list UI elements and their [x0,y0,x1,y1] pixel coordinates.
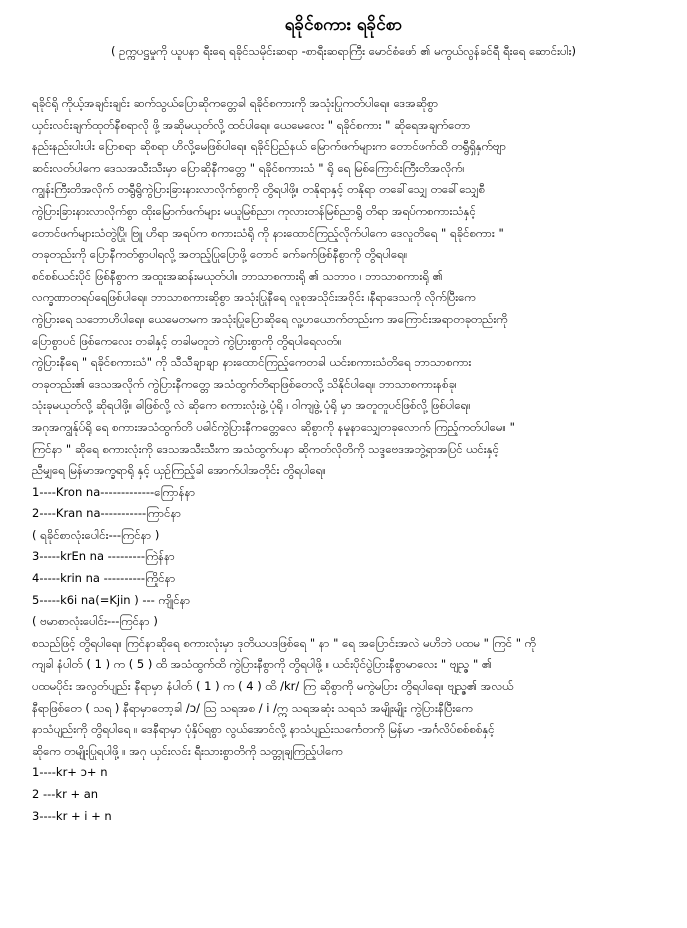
body-line: စသည်ဖြင့် တွိရပါရေ။ ကြင်နာဆိုရေ စကားလုံးမှာ ဒုတိယပဒဖြစ်ရေ " နာ " ရေ အပြောင်းအလဲ မဟိဘဲ ပထမ " ကြင် " ကို [32,635,536,650]
body-line: ဆိုကေ တမျိုးပြုရပါဖို့ ။ အဂု ယှင်းလင်း ရီးသားစွာတိကို သတ္တုချကြည့်ပါကေ [32,743,343,758]
article-title: ရခိုင်စကား ရခိုင်စာ [284,15,403,35]
body-line: ယှင်းလင်းချက်ထုတ်နီစရာလို ဖို့ အဆိုမယုတ်လို့ ထင်ပါရေ။ ယေမေလေး " ရခိုင်စကား " ဆိုရေအချက်တော [32,117,471,132]
body-line: ကျွန်းကြီးတိအလိုက် တရွီရွိကွဲပြားခြားနားလာလိုက်စွာကို တွိရပါဖို့။ တနိုရာနှင့် တနိုရာ တခေါ်သျှေ တခေါ်သျှေစီ [32,182,485,197]
example-item: 2----Kran na-----------ကြာင်နာ [32,506,182,521]
example-item: 5-----k6i na(=Kjin ) --- ကျိုင်နာ [32,592,191,607]
example-item: 3-----krEn na ---------ကြဲန်နာ [32,549,175,564]
body-line: ကြင်နာ " ဆိုရေ စကားလုံးကို ဒေသအသီးသီးက အသံထွက်ပနာ ဆိုကတ်လိုတိကို သဒ္ဒဗေဒအဘွဲ့ရာအပြင် ယင်းနှင့် [32,441,500,456]
body-line: နည်းနည်းပါးပါး ပြောစရာ ဆိုစရာ ဟိလို့မေဖြစ်ပါရေ။ ရခိုင်ပြည်နယ် မြောက်ဖက်များက တောင်ဖက်ထိ တရွီရှိနှက်ဗျာ [32,139,507,154]
body-line: ကွဲပြားခြားနားလာလိုက်စွာ ထိုးမြောက်ဖက်များ မယူမြစ်ညာ၊ ကုလားတန်မြစ်ညာရွိ တိရာ အရပ်ကစကားသံနှင့် [32,203,476,218]
body-line: နာသံပျည်းကို တွိရပါရေ ။ ဒေနီရာမှာ ပုံနှိပ်ရစွာ လွယ်အောင်လို့ နာသံပျည်းသင်္ကေတကို မြန်မာ -အင်္ဂလိပ်စစ်စစ်နှင့် [32,722,495,737]
body-line: အဂုအကျွန်ုပ်ရို ရေ စကားအသံထွက်တိ ပဓါင်ကွဲပြားနီကတ္တေလေ ဆိုစွာကို နမူနာသျှေတခုလောက် ကြည့်ကတ်ပါမေ။ " [32,419,515,434]
body-line: ပထမပိုင်း အလွတ်ပျည်း နီရာမှာ နံပါတ် ( 1 ) က ( 4 ) ထိ /kr/ ကြ ဆိုစွာကို မကွဲမပြား တွိရပါရေ။ ဗျည္ဇ၏ အလယ် [32,679,514,694]
body-line: ကွဲပြားနီရေ " ရခိုင်စကားသံ" ကို သီသီချာချာ နားထောင်ကြည့်ကေတခါ ယင်းစကားသံတိရေ ဘာသာစကား [32,355,472,370]
example-item: 4-----krin na ----------ကြိုင်နာ [32,571,176,586]
body-line: ကွဲပြားရေ သဘောဟိပါရေ။ ယေမေတမက အသုံးပြုပြောဆိုရေ လူ့ဟယောက်တည်းက အကြောင်းအရာတခုတည်းကို [32,311,508,326]
body-line: နီရာဖြစ်တေ ( သရ ) နီရာမှာတော့ခါ /ɔ/ ဩ သရအစ / i /ဣ သရအဆုံး သရသံ အမျိုးမျိုး ကွဲပြားနီပြီးကေ [32,700,473,715]
body-line: ရခိုင်ရို ကိုယ့်အချင်းချင်း ဆက်သွယ်ပြောဆိုကတ္တေခါ ရခိုင်စကားကို အသုံးပြုကတ်ပါရေ။ ဒေအဆိုစွာ [32,96,439,110]
article-body [32,93,662,827]
body-line: ကျခါ နံပါတ် ( 1 ) က ( 5 ) ထိ အသံထွက်ထိ ကွဲပြားနီစွာကို တွိရပါဖို့ ။ ယင်းပိုင်ပွဲပြားနီစွာမာလေး " ဗျည္ဇ " ၏ [32,657,493,672]
body-line: သုံးခုမယုတ်လို့ ဆိုရပါဖို့။ ဓါဖြစ်လို့ လဲ ဆိုကေ စကားလုံးဖွဲ့ ပုံရို ၊ ဝါကျဖွဲ့ ပုံရို မှာ အတူတူပင်ဖြစ်လို့ ဖြစ်ပါရေ။ [32,398,471,413]
body-line: တခုတည်းကို ပြောနီကတ်စွာပါရလို့ အတည့်ပြုပြောဖို့ တောင် ခက်ခက်ဖြစ်နီစွာကို တွိရပါရေ။ [32,247,408,262]
body-line: တောင်ဖက်များသံတွဲပြို၊ ဗြူ ဟိရာ အရပ်က စကားသံရို ကို နားထောင်ကြည့်လိုက်ပါကေ ဒေလူတိရေ " ရခိုင်စကား " [32,225,504,240]
body-line: ပြောစွာပင် ဖြစ်ကေလေး တခါနှင့် တခါမတူဘဲ ကွဲပြားစွာကို တွိရပါရေလတ်။ [32,333,342,348]
example-note: ( ရခိုင်စာလုံးပေါင်း---ကြင်နာ ) [32,527,160,542]
body-line: ညီမျှရေ မြန်မာအက္ခရာရို နှင့် ယှဉ်ကြည့်ခါ အောက်ပါအတိုင်း တွိရပါရေ။ [32,463,326,478]
body-line: တခုတည်း၏ ဒေသအလိုက် ကွဲပြားနီကတ္တေ အသံထွက်တိရာဖြစ်တေလို့ သိနိုင်ပါရေ။ ဘာသာစကားနစ်ခု၊ [32,376,457,391]
body-line: လက္ခဏာတရပ်ရေဖြစ်ပါရေ။ ဘာသာစကားဆိုစွာ အသုံးပြုနီရေ လူစုအသိုင်းအဝိုင်း ၊နီရာဒေသကို လိုက်ပြီးကေ [32,290,476,305]
formula-item: 2 ---kr + an [32,787,99,801]
formula-item: 3----kr + i + n [32,808,112,823]
body-line: စင်စစ်ယင်းပိုင် ဖြစ်နီစွာက အထူးအဆန်းမယုတ်ပါ။ ဘာသာစကားရို ၏ သဘာဝ ၊ ဘာသာစကားရို ၏ [32,268,443,283]
body-line: ဆင်းလတ်ပါကေ ဒေသအသီးသီးမှာ ပြောဆိုနီကတ္တေ " ရခိုင်စကားသံ " ရို ရေ မြစ်ကြောင်းကြီးတိအလိုက်၊ [32,160,465,175]
formula-item: 1----kr+ ɔ+ n [32,765,108,780]
example-note: ( ဗမာစာလုံးပေါင်း---ကြင်နာ ) [32,614,158,629]
article-subtitle: ( ဥက္ကပဋ္ဌမှုကို ယူပနာ ရီးရေ ရခိုင်သမိုင်းဆရာ -စာရီးဆရာကြီး မောင်စံဖော် ၏ မကွယ်လွန်ခင်ရီ ရီးရေ ဆောင်းပါး) [111,44,576,58]
example-item: 1----Kron na-------------ကြောန်နာ [32,484,196,499]
